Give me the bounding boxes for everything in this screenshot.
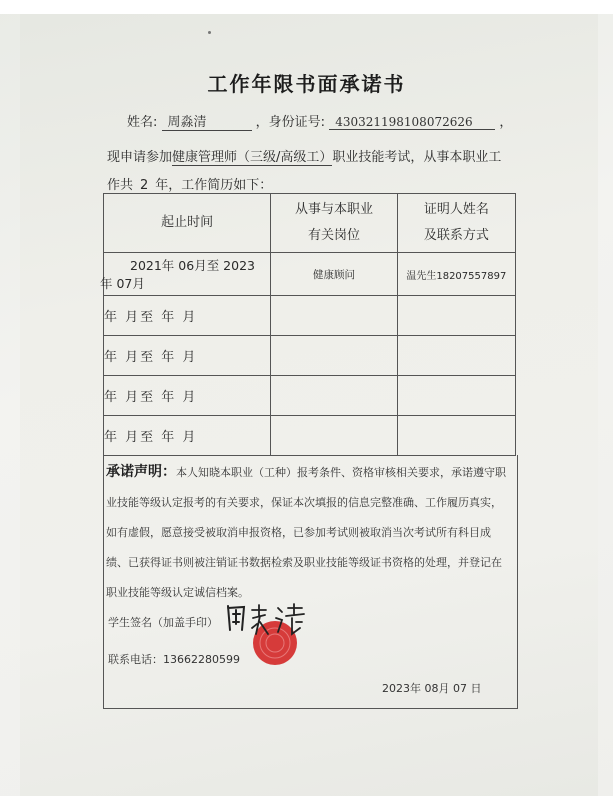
row1-witness: 温先生18207557897 (397, 253, 515, 296)
table-row (104, 336, 516, 376)
years-prefix: 作共 (107, 178, 134, 193)
signature-label: 学生签名（加盖手印） (108, 616, 218, 629)
name-line (127, 111, 512, 131)
blank-role (271, 376, 397, 416)
header-role (271, 194, 397, 253)
phone-value: 13662280599 (163, 653, 240, 666)
blank-witness (397, 336, 515, 376)
blank-role (271, 416, 397, 456)
blank-period: 年 月至 年 月 (104, 296, 271, 336)
sign-date: 2023年 08月 07 日 (382, 682, 482, 695)
handwritten-signature (222, 600, 312, 640)
document-title: 工作年限书面承诺书 (207, 72, 406, 96)
blank-period: 年 月至 年 月 (104, 416, 271, 456)
years-suffix: 年，工作简历如下： (155, 178, 273, 193)
blank-role (271, 336, 397, 376)
header-witness-line1: 证明人姓名 (423, 202, 489, 217)
row1-role: 健康顾问 (271, 253, 397, 296)
header-period: 起止时间 (104, 194, 271, 253)
header-witness-line2: 及联系方式 (423, 228, 489, 243)
header-role-line1: 从事与本职业 (295, 202, 374, 217)
apply-line (107, 146, 501, 166)
id-trail: ， (499, 115, 513, 130)
name-value: 周淼清 (162, 111, 252, 131)
promise-heading: 承诺声明： (106, 464, 176, 480)
work-history-table (100, 193, 516, 456)
apply-prefix: 现申请参加 (107, 150, 173, 165)
name-label: 姓名: (127, 115, 158, 130)
table-header-row (104, 194, 516, 253)
phone-label: 联系电话： (108, 653, 163, 666)
id-label: ，身份证号: (255, 115, 326, 130)
apply-value: 健康管理师（三级/高级工） (172, 146, 332, 166)
header-role-line2: 有关岗位 (308, 228, 361, 243)
table-row (104, 416, 516, 456)
blank-period: 年 月至 年 月 (104, 376, 271, 416)
phone-line (108, 651, 240, 667)
blank-period: 年 月至 年 月 (104, 336, 271, 376)
row1-period-line1: 2021年 06月至 2023 (130, 258, 255, 273)
blank-witness (397, 376, 515, 416)
years-value: 2 (137, 178, 151, 194)
paper-speck (208, 31, 211, 34)
promise-body: 本人知晓本职业（工种）报考条件、资格审核相关要求，承诺遵守职业技能等级认定报考的有关要求，保证本次填报的信息完整准确、工作履历真实，如有虚假，愿意接受被取消申报资格，已参加考试则被取消当次考试所有科目成绩、已获得证书则被注销证书数据检索及职业技能等级证书资格的处理，并登记在职业技能等级认定诚信档案。 (106, 466, 506, 599)
row1-period (100, 253, 271, 296)
apply-suffix: 职业技能考试，从事本职业工 (332, 150, 502, 165)
table-row (104, 253, 516, 296)
blank-role (271, 296, 397, 336)
table-row (104, 296, 516, 336)
id-value: 430321198108072626 (329, 115, 495, 130)
blank-witness (397, 296, 515, 336)
row1-period-line2: 年 07月 (100, 276, 145, 291)
years-line (107, 174, 272, 194)
header-witness (397, 194, 515, 253)
frame-top (0, 0, 613, 14)
table-row (104, 376, 516, 416)
frame-bottom (0, 796, 613, 812)
promise-text (106, 457, 511, 608)
blank-witness (397, 416, 515, 456)
